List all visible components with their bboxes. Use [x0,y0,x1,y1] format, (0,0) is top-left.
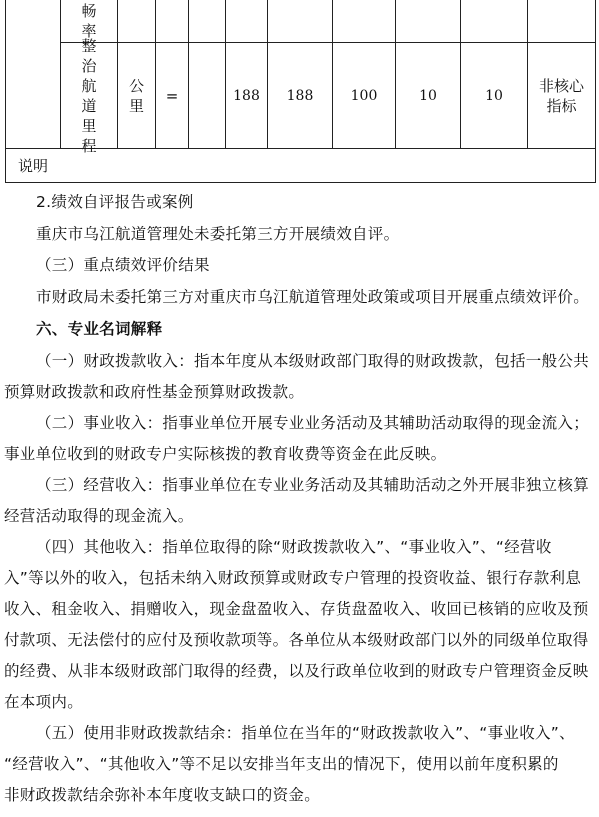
unit-cell [118,43,155,148]
paragraph-line: 事业单位收到的财政专户实际核拨的教育收费等资金在此反映。 [4,445,447,463]
value-cell: 188 [286,87,314,104]
paragraph-line: 入”等以外的收入，包括未纳入财政预算或财政专户管理的投资收益、银行存款利息 [4,569,582,587]
paragraph: 市财政局未委托第三方对重庆市乌江航道管理处政策或项目开展重点绩效评价。 [36,288,590,306]
indicator-name [61,36,117,155]
indicator-name-char: 里 [81,116,97,135]
operator-cell: = [165,86,179,105]
paragraph-line: 收入、租金收入、捐赠收入，现金盘盈收入、存货盘盈收入、收回已核销的应收及预 [4,600,589,618]
indicator-name-char: 程 [81,136,97,155]
indicator-name-char: 率 [81,22,97,40]
paragraph-line: （三）经营收入：指事业单位在专业业务活动及其辅助活动之外开展非独立核算 [36,476,590,494]
indicator-name-char: 航 [81,76,97,95]
section-heading: 六、专业名词解释 [36,320,163,338]
indicator-name-char: 道 [81,96,97,115]
paragraph-line: 的经费、从非本级财政部门取得的经费，以及行政单位收到的财政专户管理资金反映 [4,662,589,680]
paragraph-line: 非财政拨款结余弥补本年度收支缺口的资金。 [4,786,321,804]
note-label: 说明 [17,156,48,175]
indicator-type-line: 非核心 [538,76,584,95]
indicator-name-char: 畅 [81,2,97,20]
unit-char: 公 [128,76,144,95]
paragraph-line: （一）财政拨款收入：指本年度从本级财政部门取得的财政拨款，包括一般公共 [36,352,590,370]
paragraph-line: “经营收入”、“其他收入”等不足以安排当年支出的情况下，使用以前年度积累的 [4,755,559,773]
indicator-name-char: 整 [81,36,97,55]
paragraph: 重庆市乌江航道管理处未委托第三方开展绩效自评。 [36,225,400,243]
value-cell: 188 [233,87,260,104]
unit-char: 里 [128,96,144,115]
value-cell: 100 [350,87,378,104]
paragraph-line: （五）使用非财政拨款结余：指单位在当年的“财政拨款收入”、“事业收入”、 [36,724,575,742]
indicator-type-cell [528,43,595,148]
section-title: （三）重点绩效评价结果 [36,256,210,274]
paragraph-line: 付款项、无法偿付的应付及预收款项等。各单位从本级财政部门以外的同级单位取得 [4,631,589,649]
paragraph-line: （二）事业收入：指事业单位开展专业业务活动及其辅助活动取得的现金流入； [36,414,590,432]
indicator-name-char: 治 [81,56,97,75]
performance-table [0,0,599,183]
paragraph-line: 预算财政拨款和政府性基金预算财政拨款。 [4,383,305,401]
paragraph-line: （四）其他收入：指单位取得的除“财政拨款收入”、“事业收入”、“经营收 [36,538,552,556]
value-cell: 10 [485,87,503,104]
indicator-type-line: 指标 [546,96,577,115]
value-cell: 10 [419,87,437,104]
section-title: 2.绩效自评报告或案例 [36,193,194,211]
paragraph-line: 在本项内。 [4,693,84,711]
paragraph-line: 经营活动取得的现金流入。 [4,507,194,525]
